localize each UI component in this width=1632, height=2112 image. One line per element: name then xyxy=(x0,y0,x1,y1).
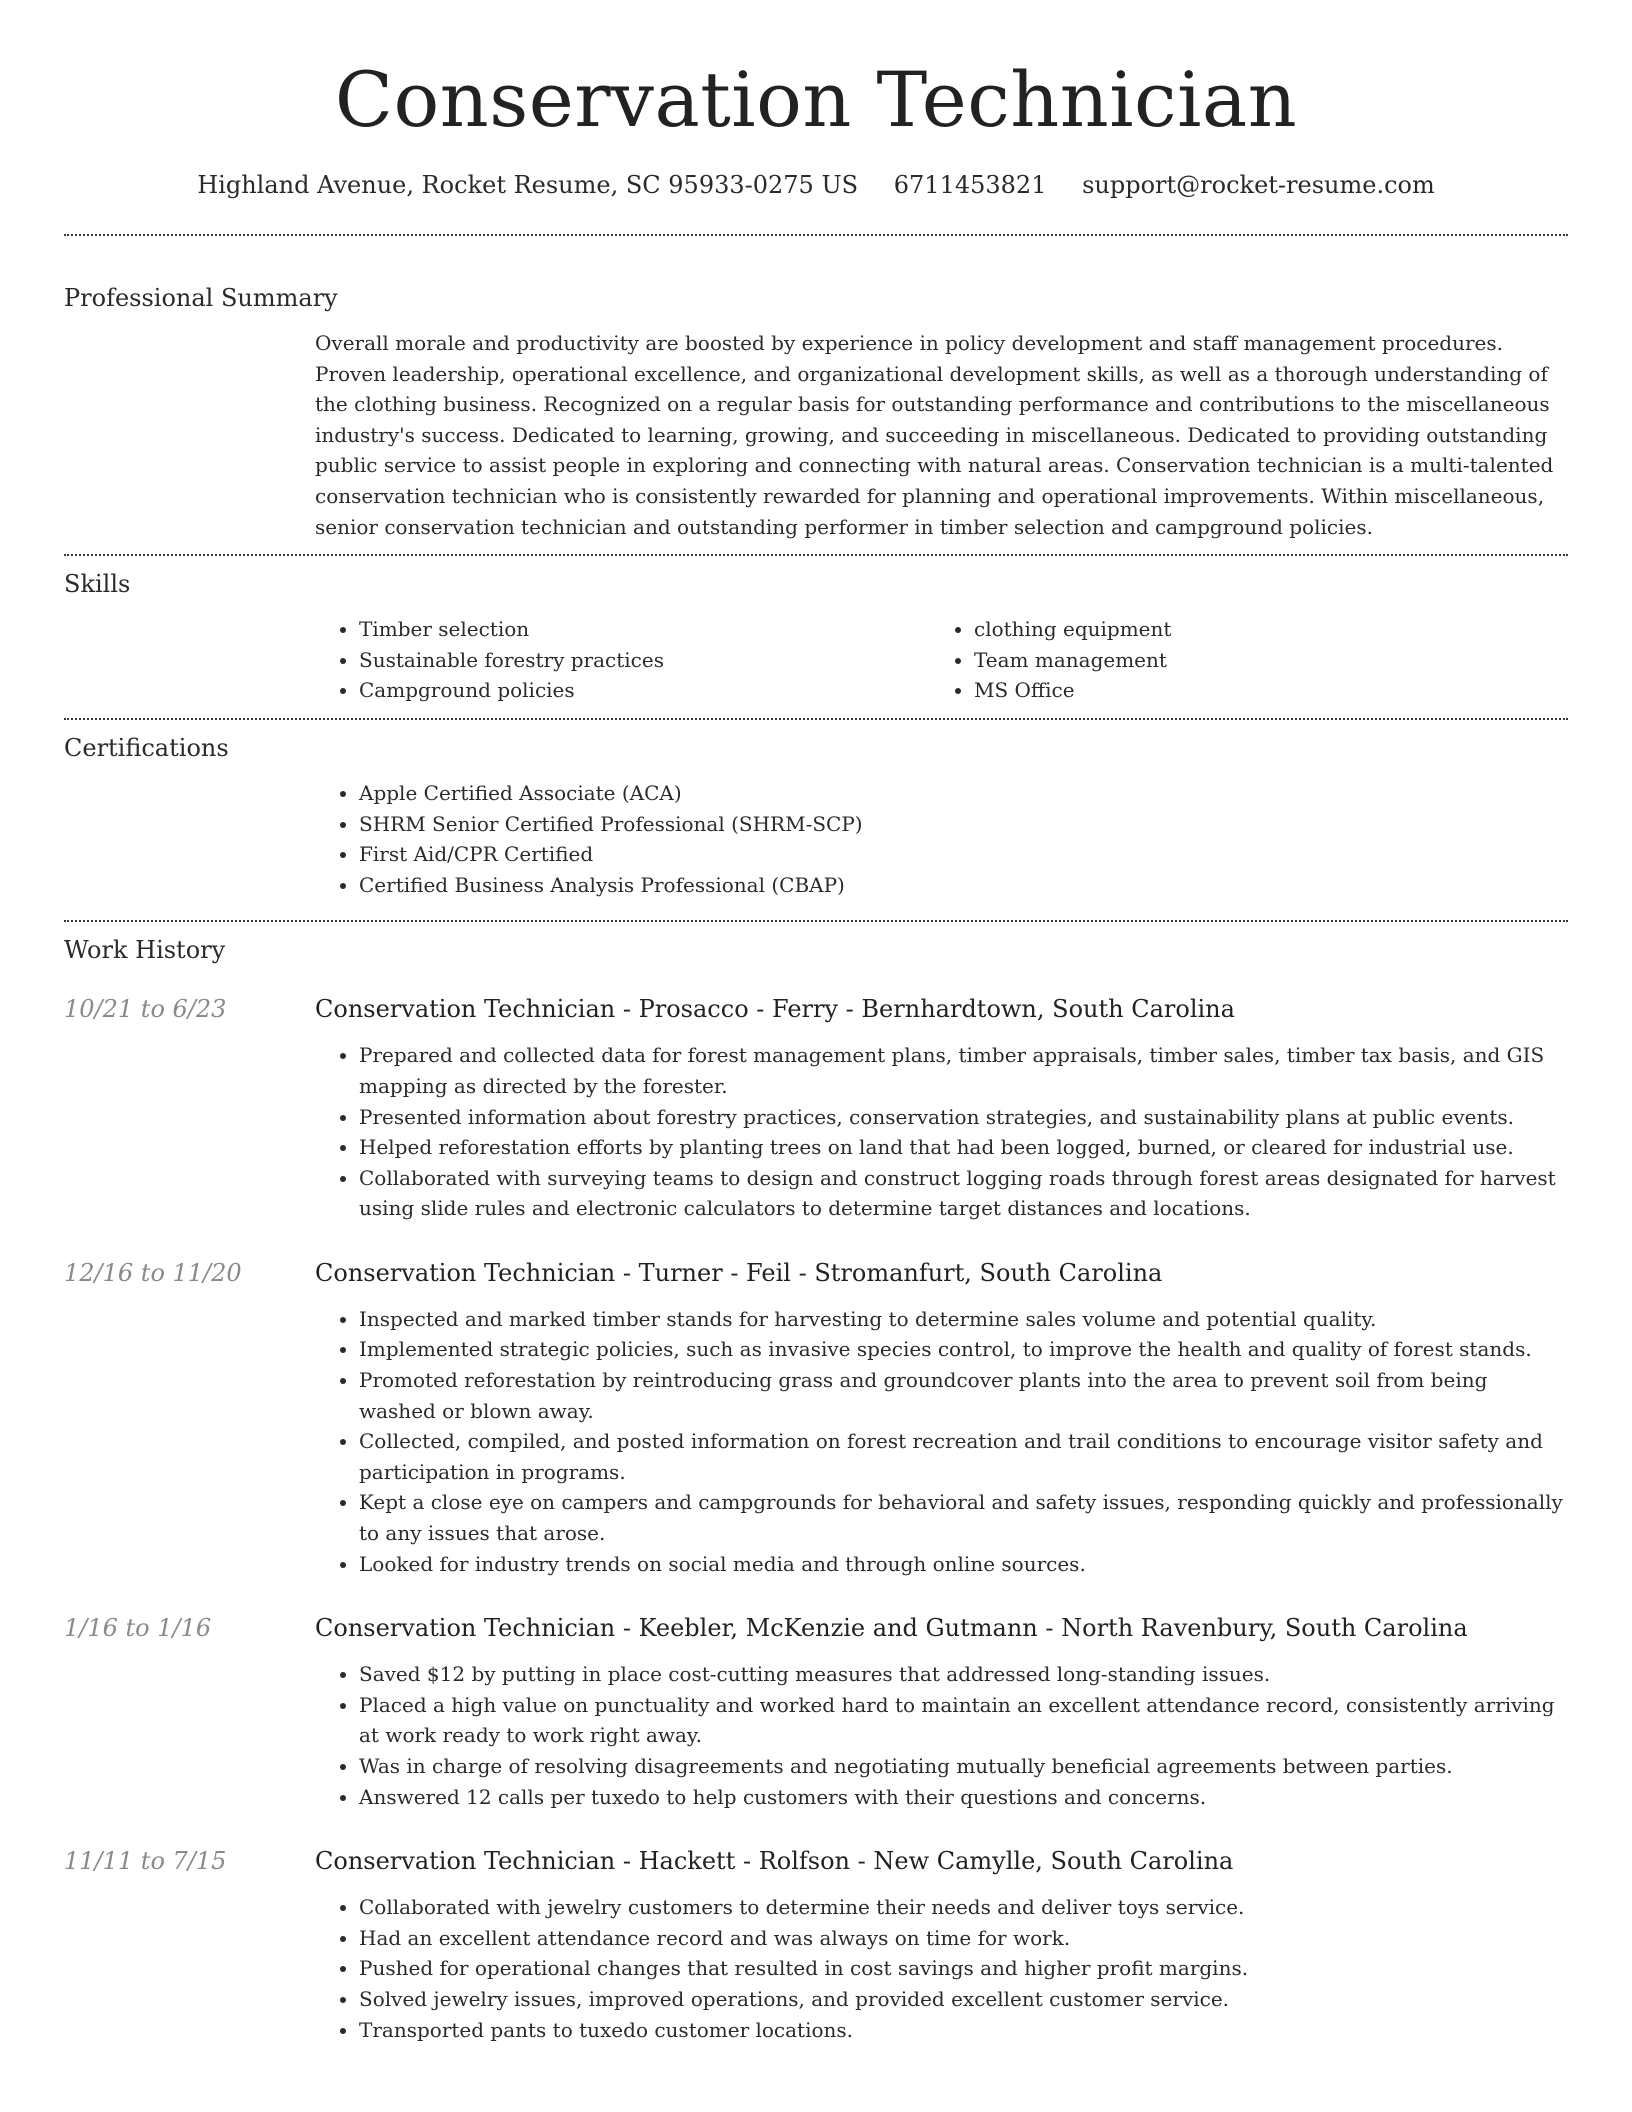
skills-list xyxy=(315,614,1568,706)
skills-section xyxy=(64,556,1568,706)
job-dates: 1/16 to 1/16 xyxy=(64,1614,212,1643)
skill-item: • MS Office xyxy=(974,675,1568,706)
job-bullet: • Looked for industry trends on social media and through online sources. xyxy=(359,1549,1568,1580)
job-bullet: • Saved $12 by putting in place cost-cutting measures that addressed long-standing issues. xyxy=(359,1659,1568,1690)
job-bullet: • Solved jewelry issues, improved operations, and provided excellent customer service. xyxy=(359,1984,1568,2015)
summary-text: Overall morale and productivity are boosted by experience in policy development and staff management procedures. Proven leadership, operational excellence, and organizational development skills, as well as a thorough understanding of the clothing business. Recognized on a regular basis for outstanding performance and contributions to the miscellaneous industry's success. Dedicated to learning, growing, and succeeding in miscellaneous. Dedicated to providing outstanding public service to assist people in exploring and connecting with natural areas. Conservation technician is a multi-talented conservation technician who is consistently rewarded for planning and operational improvements. Within miscellaneous, senior conservation technician and outstanding performer in timber selection and campground policies. xyxy=(315,331,1554,539)
job-bullet: • Collected, compiled, and posted information on forest recreation and trail conditions to encourage visitor safety and participation in programs. xyxy=(359,1426,1568,1487)
skills-heading: Skills xyxy=(64,570,131,599)
job-entry xyxy=(64,1256,1568,1579)
job-title: Conservation Technician - Keebler, McKenzie and Gutmann - North Ravenbury, South Carolina xyxy=(315,1614,1468,1643)
certification-item: • First Aid/CPR Certified xyxy=(359,839,1568,870)
job-title: Conservation Technician - Prosacco - Ferry - Bernhardtown, South Carolina xyxy=(315,995,1235,1024)
contact-email: support@rocket-resume.com xyxy=(1082,171,1435,199)
job-bullet: • Implemented strategic policies, such as invasive species control, to improve the health and quality of forest stands. xyxy=(359,1334,1568,1365)
skill-item: • Campground policies xyxy=(359,675,930,706)
job-bullet: • Had an excellent attendance record and was always on time for work. xyxy=(359,1923,1568,1954)
certifications-heading: Certifications xyxy=(64,733,229,762)
job-bullets xyxy=(315,1892,1568,2045)
work-history-section xyxy=(64,922,1568,2045)
skills-column-right xyxy=(930,614,1568,706)
job-bullet: • Transported pants to tuxedo customer locations. xyxy=(359,2015,1568,2046)
work-history-heading: Work History xyxy=(64,936,226,965)
job-title: Conservation Technician - Turner - Feil - Stromanfurt, South Carolina xyxy=(315,1258,1163,1287)
certifications-list xyxy=(315,778,1568,900)
job-bullet: • Promoted reforestation by reintroducing grass and groundcover plants into the area to prevent soil from being washed or blown away. xyxy=(359,1365,1568,1426)
certification-item: • Certified Business Analysis Professional (CBAP) xyxy=(359,870,1568,901)
job-entry xyxy=(64,1611,1568,1812)
contact-address: Highland Avenue, Rocket Resume, SC 95933-0275 US xyxy=(197,171,859,199)
job-bullet: • Answered 12 calls per tuxedo to help customers with their questions and concerns. xyxy=(359,1782,1568,1813)
job-dates: 10/21 to 6/23 xyxy=(64,995,227,1024)
resume-header xyxy=(64,0,1568,202)
certification-item: • SHRM Senior Certified Professional (SHRM-SCP) xyxy=(359,809,1568,840)
page-title: Conservation Technician xyxy=(334,55,1298,144)
job-entry xyxy=(64,1844,1568,2045)
job-bullet: • Collaborated with surveying teams to design and construct logging roads through forest areas designated for harvest using slide rules and electronic calculators to determine target distances and locations. xyxy=(359,1163,1568,1224)
job-bullet: • Presented information about forestry practices, conservation strategies, and sustainability plans at public events. xyxy=(359,1102,1568,1133)
job-bullet: • Collaborated with jewelry customers to determine their needs and deliver toys service. xyxy=(359,1892,1568,1923)
job-bullet: • Placed a high value on punctuality and worked hard to maintain an excellent attendance record, consistently arriving at work ready to work right away. xyxy=(359,1690,1568,1751)
job-bullet: • Pushed for operational changes that resulted in cost savings and higher profit margins. xyxy=(359,1953,1568,1984)
job-bullet: • Helped reforestation efforts by planting trees on land that had been logged, burned, or cleared for industrial use. xyxy=(359,1132,1568,1163)
summary-section xyxy=(64,236,1568,542)
job-bullet: • Was in charge of resolving disagreements and negotiating mutually beneficial agreements between parties. xyxy=(359,1751,1568,1782)
skill-item: • Timber selection xyxy=(359,614,930,645)
summary-heading: Professional Summary xyxy=(64,284,338,312)
job-entry xyxy=(64,992,1568,1224)
job-bullets xyxy=(315,1304,1568,1579)
job-bullet: • Inspected and marked timber stands for harvesting to determine sales volume and potential quality. xyxy=(359,1304,1568,1335)
skill-item: • Team management xyxy=(974,645,1568,676)
summary-body xyxy=(315,328,1568,542)
contact-phone: 6711453821 xyxy=(893,171,1047,199)
job-dates: 12/16 to 11/20 xyxy=(64,1258,242,1287)
job-title: Conservation Technician - Hackett - Rolfson - New Camylle, South Carolina xyxy=(315,1847,1234,1876)
job-bullets xyxy=(315,1659,1568,1812)
job-bullets xyxy=(315,1040,1568,1224)
contact-line xyxy=(64,168,1568,202)
certifications-section xyxy=(64,720,1568,900)
job-bullet: • Kept a close eye on campers and campgrounds for behavioral and safety issues, responding quickly and professionally to any issues that arose. xyxy=(359,1487,1568,1548)
job-bullet: • Prepared and collected data for forest management plans, timber appraisals, timber sales, timber tax basis, and GIS mapping as directed by the forester. xyxy=(359,1040,1568,1101)
job-dates: 11/11 to 7/15 xyxy=(64,1847,227,1876)
skill-item: • clothing equipment xyxy=(974,614,1568,645)
skills-column-left xyxy=(315,614,930,706)
certification-item: • Apple Certified Associate (ACA) xyxy=(359,778,1568,809)
skill-item: • Sustainable forestry practices xyxy=(359,645,930,676)
